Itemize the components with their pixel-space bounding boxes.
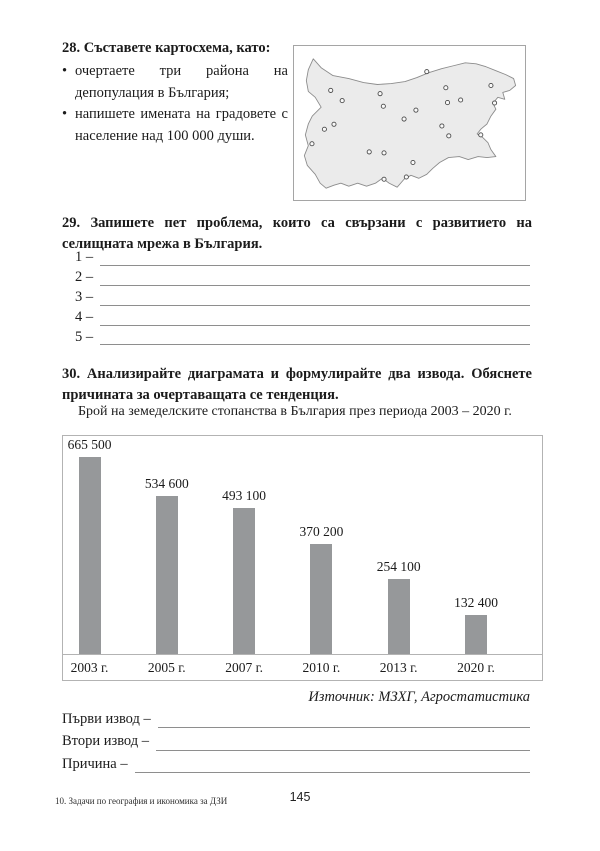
task-30-answer-lines (62, 708, 530, 775)
city-marker-icon (459, 98, 463, 102)
city-marker-icon (445, 100, 449, 104)
conclusion-label: Причина – (62, 755, 128, 772)
answer-line (75, 308, 530, 328)
conclusion-label: Първи извод – (62, 711, 151, 727)
task-28-section (62, 38, 288, 147)
city-marker-icon (447, 134, 451, 138)
answer-line (75, 288, 530, 308)
city-marker-icon (322, 127, 326, 131)
task-29-answer-lines (75, 248, 530, 347)
city-marker-icon (404, 175, 408, 179)
blank-write-line (100, 331, 530, 345)
city-marker-icon (381, 104, 385, 108)
blank-write-line (158, 714, 530, 728)
city-marker-icon (332, 122, 336, 126)
bar-value-label: 665 500 (67, 437, 112, 452)
city-marker-icon (378, 92, 382, 96)
city-marker-icon (493, 101, 497, 105)
city-marker-icon (489, 83, 493, 87)
city-marker-icon (329, 88, 333, 92)
city-marker-icon (479, 133, 483, 137)
city-marker-icon (425, 70, 429, 74)
task-28-bullet-list (62, 61, 288, 147)
chart-column (50, 436, 130, 654)
bar-value-label: 534 600 (144, 476, 189, 491)
page-number: 145 (289, 790, 311, 804)
chart-x-axis (63, 654, 542, 680)
task-29-heading: 29. Запишете пет проблема, които са свързани с развитието на селищната мрежа в България. (62, 215, 532, 252)
category-label: 2010 г. (302, 660, 341, 675)
bullet-icon: • (62, 106, 68, 122)
answer-line (75, 268, 530, 288)
answer-line (75, 248, 530, 268)
bar-value-label: 132 400 (454, 595, 498, 610)
task-30-heading: 30. Анализирайте диаграмата и формулирайте два извода. Обяснете причината за очертаващата се тенденция. (62, 366, 532, 403)
chart-column (359, 436, 439, 654)
city-marker-icon (310, 142, 314, 146)
source-credit: Източник: МЗХГ, Агростатистика (308, 689, 530, 705)
blank-write-line (100, 252, 530, 266)
city-marker-icon (402, 117, 406, 121)
category-label: 2020 г. (457, 660, 495, 675)
answer-line (62, 753, 530, 775)
chart-plot-area (63, 436, 542, 654)
answer-line (62, 708, 530, 730)
chart-title: Брой на земеделските стопанства в България през периода 2003 – 2020 г. (78, 404, 512, 419)
bulgaria-map-svg (294, 46, 525, 200)
category-label: 2003 г. (70, 660, 109, 675)
line-number-label: 5 – (75, 328, 94, 345)
city-marker-icon (414, 108, 418, 112)
bullet-text: напишете имената на градовете с население над 100 000 души. (75, 106, 288, 144)
answer-line (62, 730, 530, 752)
city-marker-icon (382, 151, 386, 155)
city-marker-icon (411, 160, 415, 164)
bar (233, 508, 255, 654)
city-marker-icon (440, 124, 444, 128)
bar-chart (62, 435, 543, 681)
line-number-label: 1 – (75, 248, 94, 265)
footer-imprint: 10. Задачи по география и икономика за ДЗИ (55, 796, 228, 806)
bar-value-label: 254 100 (376, 559, 421, 574)
bulgaria-outline-map (293, 45, 526, 201)
bullet-text: очертаете три района на депопулация в България; (75, 63, 288, 101)
list-item (62, 61, 288, 104)
category-label: 2005 г. (147, 660, 186, 675)
blank-write-line (156, 737, 530, 751)
city-marker-icon (367, 150, 371, 154)
chart-column (127, 436, 207, 654)
line-number-label: 2 – (75, 268, 94, 285)
bar (79, 457, 101, 654)
bar-value-label: 370 200 (299, 524, 344, 539)
blank-write-line (135, 759, 530, 773)
bullet-icon: • (62, 63, 68, 79)
bar (465, 615, 487, 654)
answer-line (75, 328, 530, 348)
list-item (62, 104, 288, 147)
conclusion-label: Втори извод – (62, 733, 150, 750)
blank-write-line (100, 312, 530, 326)
bar (310, 544, 332, 654)
category-label: 2013 г. (379, 660, 418, 675)
city-marker-icon (382, 177, 386, 181)
bar-value-label: 493 100 (222, 488, 267, 503)
blank-write-line (100, 272, 530, 286)
city-marker-icon (340, 99, 344, 103)
chart-column (281, 436, 361, 654)
chart-column (436, 436, 516, 654)
line-number-label: 4 – (75, 308, 94, 325)
bar (388, 579, 410, 654)
bar (156, 496, 178, 654)
chart-column (204, 436, 284, 654)
blank-write-line (100, 292, 530, 306)
city-marker-icon (444, 86, 448, 90)
task-28-heading: 28. Съставете картосхема, като: (62, 40, 271, 56)
category-label: 2007 г. (225, 660, 263, 675)
line-number-label: 3 – (75, 288, 94, 305)
